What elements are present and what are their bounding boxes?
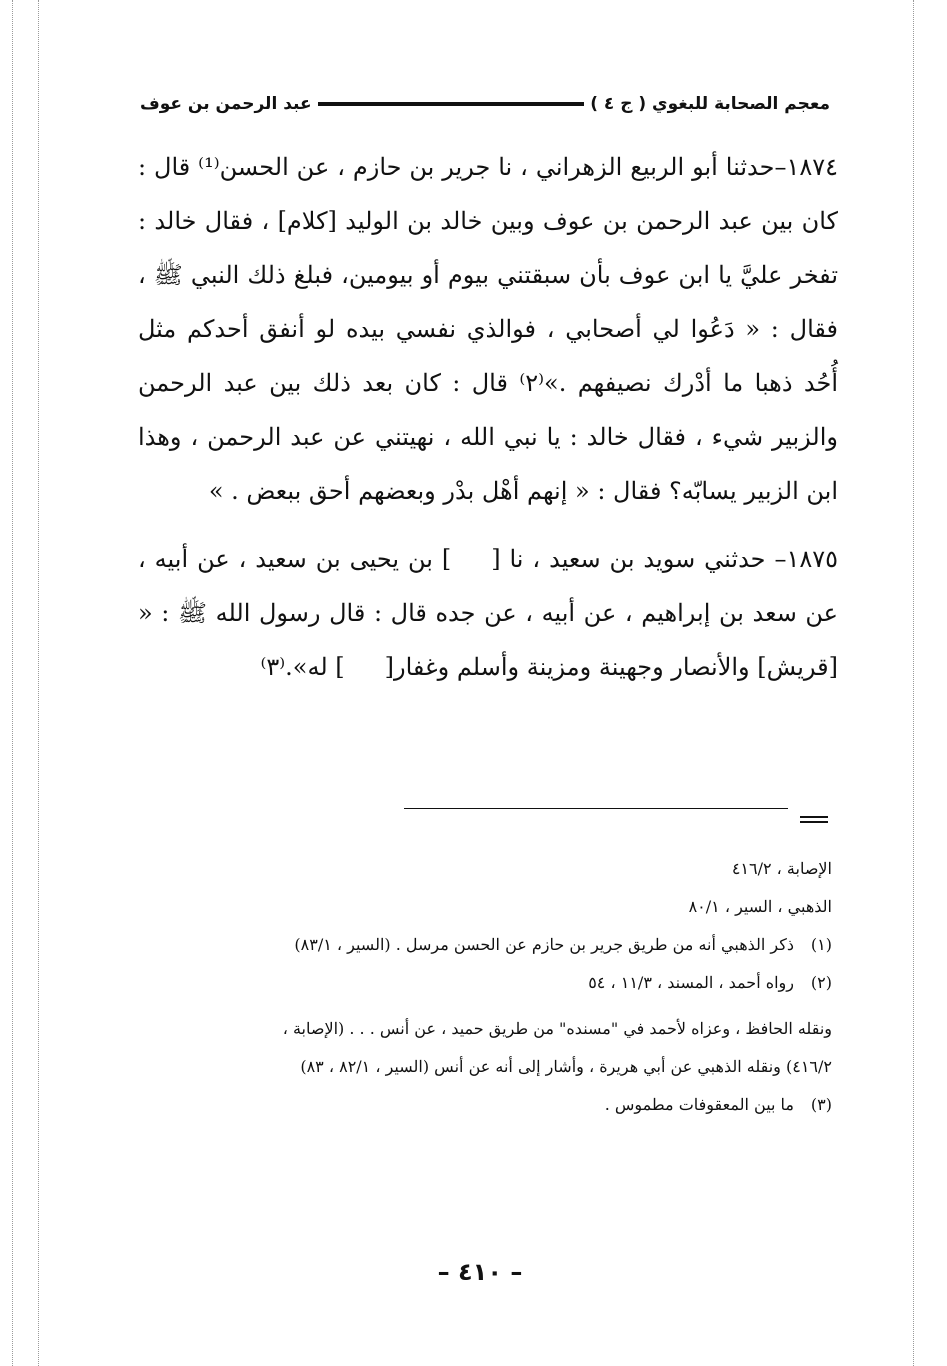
header-rule xyxy=(318,102,585,106)
footnotes xyxy=(120,850,832,1124)
book-title: معجم الصحابة للبغوي ( ج ٤ ) xyxy=(590,94,830,114)
hadith-1875-part-b: ] بن يحيى بن سعيد ، عن أبيه ، عن سعد بن إبراهيم ، عن أبيه ، عن جده قال : قال رسول الله ﷺ : « [قريش] والأنصار وجهينة ومزينة وأسلم وغفار[ xyxy=(138,545,838,681)
scan-dotted-line-left xyxy=(12,0,13,1366)
footnote-number: (١) xyxy=(810,935,832,954)
page-header xyxy=(140,86,830,122)
footnote-text: ذكر الذهبي أنه من طريق جرير بن حازم عن الحسن مرسل . (السير ، ٨٣/١) xyxy=(294,935,794,954)
footnote-2 xyxy=(120,964,832,1002)
hadith-1875 xyxy=(138,532,838,694)
footnote-number: (٣) xyxy=(810,1095,832,1114)
source-line-2: الذهبي ، السير ، ٨٠/١ xyxy=(688,897,832,916)
hadith-1875-part-c: ] له».⁽٣⁾ xyxy=(260,653,345,681)
footnote-1 xyxy=(120,926,832,964)
footnote-number: (٢) xyxy=(810,973,832,992)
footnote-text: ما بين المعقوفات مطموس . xyxy=(604,1095,794,1114)
scan-dotted-line-left-inner xyxy=(38,0,39,1366)
footnote-2-continued: ونقله الحافظ ، وعزاه لأحمد في "مسنده" من طريق حميد ، عن أنس . . . (الإصابة ، xyxy=(282,1019,832,1038)
footnote-2-continued-2: ٤١٦/٢) ونقله الذهبي عن أبي هريرة ، وأشار إلى أنه عن أنس (السير ، ٨٢/١ ، ٨٣) xyxy=(300,1057,832,1076)
page-number: – ٤١٠ – xyxy=(437,1258,523,1286)
hadith-1874: ١٨٧٤–حدثنا أبو الربيع الزهراني ، نا جرير بن حازم ، عن الحسن⁽¹⁾ قال : كان بين عبد الرحمن بن عوف وبين خالد بن الوليد [كلام] ، فقال خالد : تفخر عليَّ يا ابن عوف بأن سبقتني بيوم أو بيومين، فبلغ ذلك النبي ﷺ ، فقال : « دَعُوا لي أصحابي ، فوالذي نفسي بيده لو أنفق أحدكم مثل أُحُد ذهبا ما أدْرك نصيفهم .»⁽٢⁾ قال : كان بعد ذلك بين عبد الرحمن والزبير شيء ، فقال خالد : يا نبي الله ، نهيتني عن عبد الرحمن ، وهذا ابن الزبير يسابّه؟ فقال : « إنهم أهْل بدْر وبعضهم أحق ببعض . » xyxy=(138,153,839,505)
hadith-1875-part-a: ١٨٧٥– حدثني سويد بن سعيد ، نا [ xyxy=(491,545,839,573)
footnote-separator-mark xyxy=(800,816,828,824)
source-line-1: الإصابة ، ٤١٦/٢ xyxy=(731,859,832,878)
scan-dotted-line-right xyxy=(913,0,914,1366)
footnote-3 xyxy=(120,1086,832,1124)
footnote-text: رواه أحمد ، المسند ، ١١/٣ ، ٥٤ xyxy=(588,973,794,992)
main-text xyxy=(138,140,838,708)
footnote-separator xyxy=(404,808,788,809)
chapter-title: عبد الرحمن بن عوف xyxy=(140,94,312,114)
